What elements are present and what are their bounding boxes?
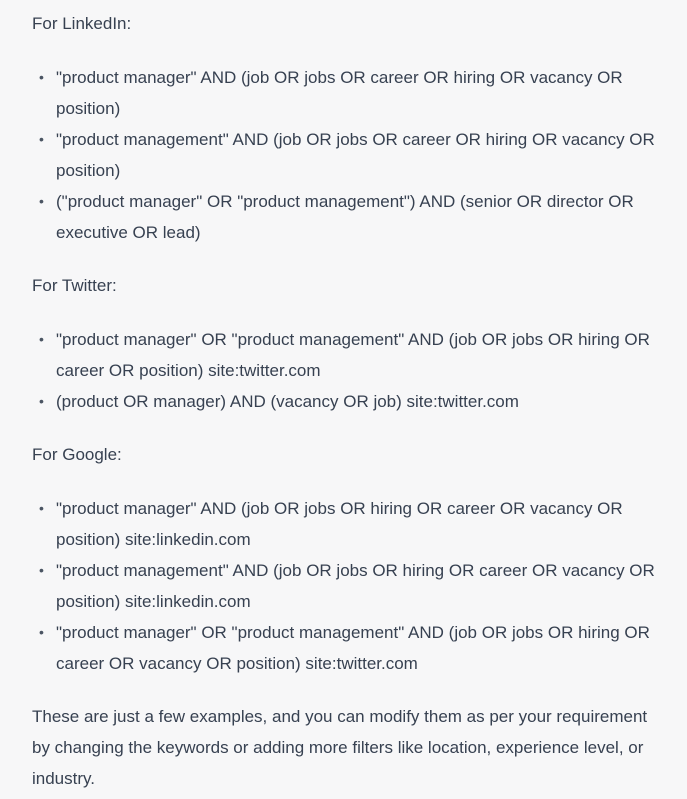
list-item bbox=[32, 386, 667, 417]
section-heading-twitter: For Twitter: bbox=[32, 276, 117, 295]
bullet-icon: • bbox=[39, 500, 44, 516]
query-text: "product manager" AND (job OR jobs OR hiring OR career OR vacancy OR position) site:linkedin.com bbox=[56, 499, 623, 549]
linkedin-query-list bbox=[32, 62, 667, 248]
query-text: "product management" AND (job OR jobs OR hiring OR career OR vacancy OR position) site:linkedin.com bbox=[56, 561, 655, 611]
bullet-icon: • bbox=[39, 69, 44, 85]
google-query-list bbox=[32, 493, 667, 679]
list-item bbox=[32, 324, 667, 386]
list-item bbox=[32, 617, 667, 679]
bullet-icon: • bbox=[39, 624, 44, 640]
section-heading-linkedin: For LinkedIn: bbox=[32, 14, 132, 33]
query-text: "product manager" OR "product management" AND (job OR jobs OR hiring OR career OR vacancy OR position) site:twitter.com bbox=[56, 623, 650, 673]
bullet-icon: • bbox=[39, 131, 44, 147]
query-text: (product OR manager) AND (vacancy OR job) site:twitter.com bbox=[56, 392, 519, 411]
query-text: "product manager" AND (job OR jobs OR career OR hiring OR vacancy OR position) bbox=[56, 68, 623, 118]
query-text: ("product manager" OR "product management") AND (senior OR director OR executive OR lead) bbox=[56, 192, 634, 242]
bullet-icon: • bbox=[39, 562, 44, 578]
query-text: "product manager" OR "product management" AND (job OR jobs OR hiring OR career OR position) site:twitter.com bbox=[56, 330, 650, 380]
twitter-query-list bbox=[32, 324, 667, 417]
bullet-icon: • bbox=[39, 393, 44, 409]
list-item bbox=[32, 555, 667, 617]
list-item bbox=[32, 186, 667, 248]
list-item bbox=[32, 62, 667, 124]
closing-paragraph: These are just a few examples, and you can modify them as per your requirement by changing the keywords or adding more filters like location, experience level, or industry. bbox=[32, 707, 648, 788]
bullet-icon: • bbox=[39, 331, 44, 347]
list-item bbox=[32, 493, 667, 555]
bullet-icon: • bbox=[39, 193, 44, 209]
list-item bbox=[32, 124, 667, 186]
section-heading-google: For Google: bbox=[32, 445, 122, 464]
query-text: "product management" AND (job OR jobs OR career OR hiring OR vacancy OR position) bbox=[56, 130, 655, 180]
